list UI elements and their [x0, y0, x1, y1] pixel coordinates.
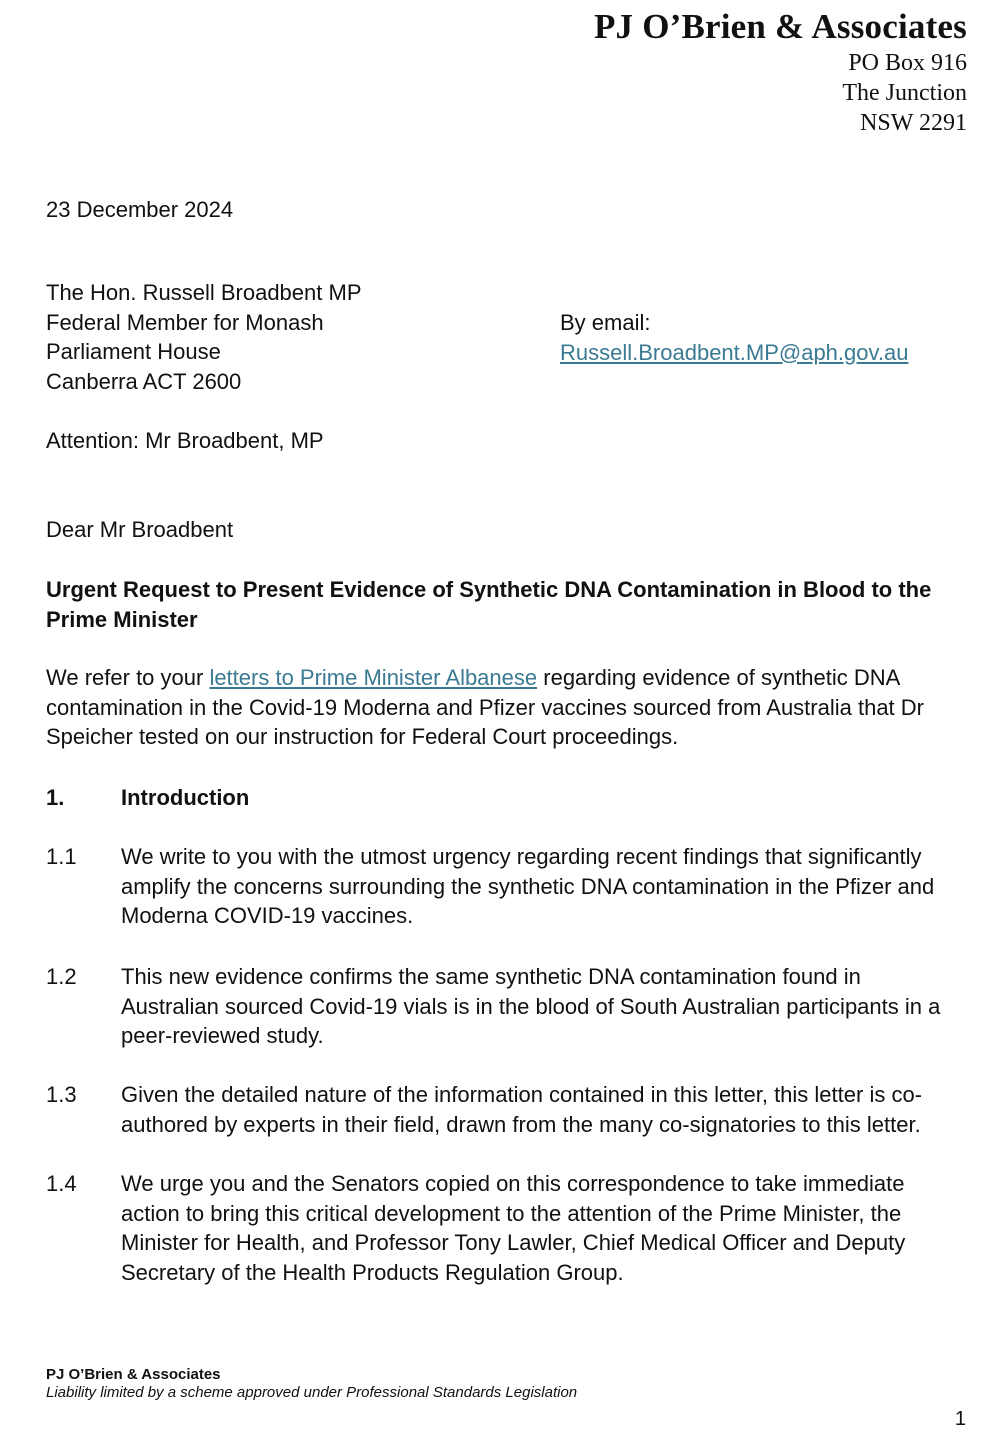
address-line: NSW 2291 [860, 110, 967, 136]
delivery-label: By email: [560, 310, 651, 335]
footer-firm: PJ O’Brien & Associates [46, 1366, 221, 1383]
salutation: Dear Mr Broadbent [46, 517, 234, 542]
intro-text: We refer to your [46, 665, 210, 690]
item-line: We urge you and the Senators copied on this correspondence to take immediate [121, 1171, 905, 1196]
address-line: The Junction [842, 80, 967, 106]
section-item-text [121, 842, 961, 931]
footer [46, 1366, 577, 1402]
item-line: Secretary of the Health Products Regulation Group. [121, 1259, 624, 1285]
letter-date: 23 December 2024 [46, 197, 234, 222]
subject-line: Prime Minister [46, 606, 198, 632]
item-line: Moderna COVID-19 vaccines. [121, 903, 414, 928]
item-number: 1.4 [46, 1171, 77, 1196]
section-item-text [121, 1080, 961, 1139]
recipient-line: Parliament House [46, 339, 221, 364]
delivery-block [560, 308, 908, 367]
item-line: Australian sourced Covid-19 vials is in the blood of South Australian participants in a [121, 993, 941, 1019]
section-number: 1. [46, 785, 65, 810]
intro-line [46, 663, 956, 693]
recipient-line: Federal Member for Monash [46, 309, 324, 335]
item-line: We write to you with the utmost urgency regarding recent findings that significantly [121, 844, 922, 869]
letterhead [594, 6, 967, 138]
subject-line: Urgent Request to Present Evidence of Synthetic DNA Contamination in Blood to the [46, 577, 932, 602]
attention-line: Attention: Mr Broadbent, MP [46, 428, 324, 453]
recipient-line: Canberra ACT 2600 [46, 368, 242, 394]
page-number: 1 [954, 1408, 966, 1430]
section-item-text [121, 1169, 961, 1287]
intro-paragraph [46, 663, 956, 752]
firm-name: PJ O’Brien & Associates [593, 7, 967, 46]
item-line: This new evidence confirms the same synthetic DNA contamination found in [121, 964, 861, 989]
recipient-line: The Hon. Russell Broadbent MP [46, 280, 362, 305]
item-number: 1.3 [46, 1082, 77, 1107]
subject-heading [46, 575, 931, 634]
section-item-text [121, 962, 961, 1051]
item-line: Minister for Health, and Professor Tony Lawler, Chief Medical Officer and Deputy [121, 1230, 906, 1255]
intro-line: Speicher tested on our instruction for Federal Court proceedings. [46, 724, 679, 749]
item-line: peer-reviewed study. [121, 1023, 324, 1048]
recipient-email-link[interactable]: Russell.Broadbent.MP@aph.gov.au [560, 339, 909, 365]
item-number: 1.2 [46, 964, 77, 989]
letters-to-pm-link[interactable]: letters to Prime Minister Albanese [209, 665, 538, 690]
item-line: authored by experts in their field, drawn from the many co-signatories to this letter. [121, 1111, 921, 1137]
item-line: Given the detailed nature of the information contained in this letter, this letter is co- [121, 1082, 923, 1107]
address-line: PO Box 916 [848, 50, 967, 76]
recipient-address [46, 278, 362, 396]
item-line: action to bring this critical development to the attention of the Prime Minister, the [121, 1200, 902, 1226]
item-line: amplify the concerns surrounding the synthetic DNA contamination in the Pfizer and [121, 873, 935, 899]
intro-line: contamination in the Covid-19 Moderna and Pfizer vaccines sourced from Australia that Dr [46, 694, 924, 720]
section-title: Introduction [121, 785, 250, 810]
intro-text: regarding evidence of synthetic DNA [537, 665, 901, 690]
item-number: 1.1 [46, 844, 77, 869]
footer-note: Liability limited by a scheme approved under Professional Standards Legislation [46, 1384, 578, 1401]
